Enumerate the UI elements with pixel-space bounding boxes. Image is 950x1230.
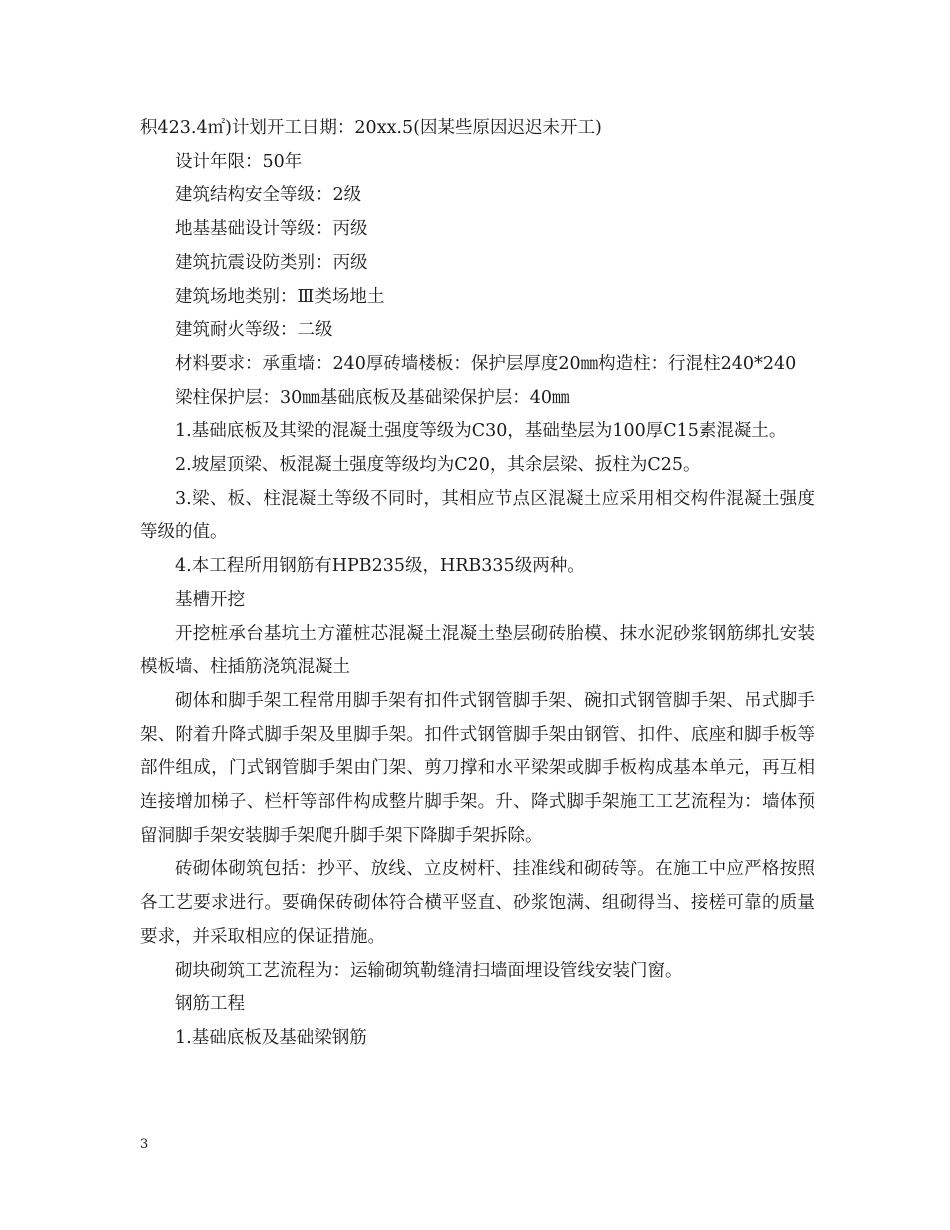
paragraph-15: 开挖桩承台基坑土方灌桩芯混凝土混凝土垫层砌砖胎模、抹水泥砂浆钢筋绑扎安装模板墙、柱插筋浇筑混凝土 [140, 623, 815, 678]
page-number: 3 [140, 1137, 149, 1152]
paragraph-1: 积423.4㎡)计划开工日期：20xx.5(因某些原因迟迟未开工) [140, 118, 602, 138]
paragraph-7: 建筑耐火等级：二级 [175, 320, 333, 341]
section-heading-foundation-trench: 基槽开挖 [175, 589, 245, 610]
paragraph-20: 1.基础底板及基础梁钢筋 [175, 1027, 367, 1048]
paragraph-17: 砖砌体砌筑包括：抄平、放线、立皮树杆、挂准线和砌砖等。在施工中应严格按照各工艺要求进行。要确保砖砌体符合横平竖直、砂浆饱满、组砌得当、接槎可靠的质量要求，并采取相应的保证措施。 [140, 859, 815, 947]
paragraph-6: 建筑场地类别：Ⅲ类场地土 [175, 286, 385, 307]
paragraph-8: 材料要求：承重墙：240厚砖墙楼板：保护层厚度20㎜构造柱：行混柱240*240 [175, 353, 797, 374]
paragraph-18: 砌块砌筑工艺流程为：运输砌筑勒缝清扫墙面埋设管线安装门窗。 [175, 960, 683, 981]
paragraph-9: 梁柱保护层：30㎜基础底板及基础梁保护层：40㎜ [175, 387, 570, 408]
document-body [140, 112, 815, 1056]
paragraph-16: 砌体和脚手架工程常用脚手架有扣件式钢管脚手架、碗扣式钢管脚手架、吊式脚手架、附着升降式脚手架及里脚手架。扣件式钢管脚手架由钢管、扣件、底座和脚手板等部件组成，门式钢管脚手架由门架、剪刀撑和水平梁架或脚手板构成基本单元，再互相连接增加梯子、栏杆等部件构成整片脚手架。升、降式脚手架施工工艺流程为：墙体预留洞脚手架安装脚手架爬升脚手架下降脚手架拆除。 [140, 690, 815, 846]
paragraph-3: 建筑结构安全等级：2级 [175, 185, 362, 206]
section-heading-rebar: 钢筋工程 [175, 994, 245, 1015]
paragraph-13: 4.本工程所用钢筋有HPB235级，HRB335级两种。 [175, 556, 585, 577]
paragraph-10: 1.基础底板及其梁的混凝土强度等级为C30，基础垫层为100厚C15素混凝土。 [175, 421, 787, 442]
paragraph-4: 地基基础设计等级：丙级 [175, 219, 368, 240]
paragraph-11: 2.坡屋顶梁、板混凝土强度等级均为C20，其余层梁、扳柱为C25。 [175, 455, 701, 476]
paragraph-2: 设计年限：50年 [175, 151, 303, 172]
paragraph-5: 建筑抗震设防类别：丙级 [175, 252, 368, 273]
paragraph-12: 3.梁、板、柱混凝土等级不同时，其相应节点区混凝土应采用相交构件混凝土强度等级的值。 [140, 488, 815, 543]
